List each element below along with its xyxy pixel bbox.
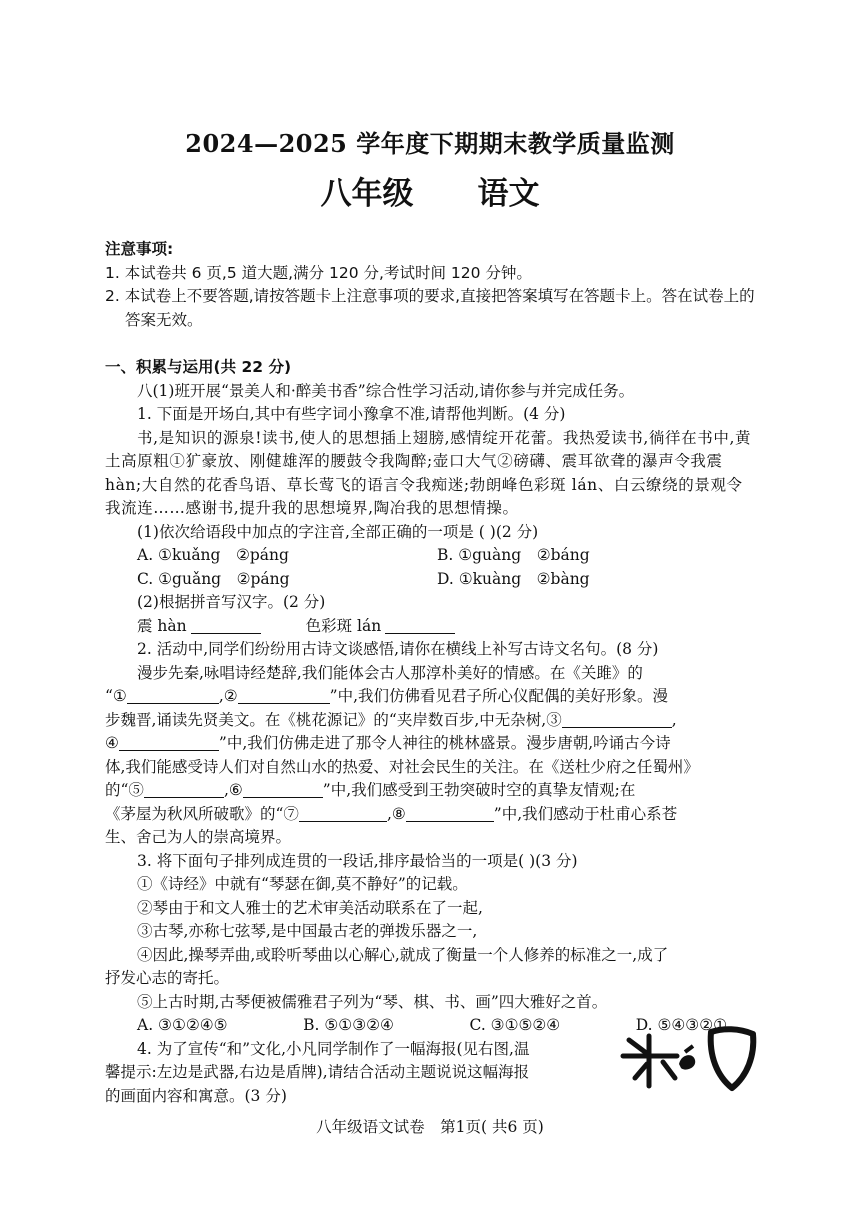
q1-option-a: A. ①kuǎng ②páng	[137, 546, 289, 564]
blank-2[interactable]	[238, 687, 330, 704]
q2-text: ,②	[218, 687, 238, 705]
q1-blank-2[interactable]	[385, 617, 455, 634]
exam-title: 2024—2025 学年度下期期末教学质量监测	[185, 129, 675, 158]
grade-subject	[0, 168, 860, 213]
q2-text: ”中,我们仿佛走进了那令人神往的桃林盛景。漫步唐朝,吟诵古今诗	[218, 734, 671, 752]
q3-option-c: C. ③①⑤②④	[469, 1016, 561, 1034]
notice	[105, 238, 757, 332]
q3-option-b: B. ⑤①③②④	[303, 1016, 394, 1034]
q2-text: ”中,我们仿佛看见君子所心仪配偶的美好形象。漫	[329, 687, 669, 705]
q4-line-2: 馨提示:左边是武器,右边是盾牌),请结合活动主题说说这幅海报	[105, 1063, 530, 1081]
section-1-intro: 八(1)班开展“景美人和·醉美书香”综合性学习活动,请你参与并完成任务。	[137, 381, 635, 400]
q1-sub2: (2)根据拼音写汉字。(2 分)	[137, 593, 326, 611]
blank-3[interactable]	[562, 711, 672, 728]
q3-stem: 3. 将下面句子排列成连贯的一段话,排序最恰当的一项是( )(3 分)	[137, 851, 578, 870]
q2-text: ,⑧	[386, 804, 406, 823]
blank-5[interactable]	[144, 781, 224, 798]
q1-option-b: B. ①guàng ②báng	[437, 546, 590, 564]
q3-sentence-5: ⑤上古时期,古琴便被儒雅君子列为“琴、棋、书、画”四大雅好之首。	[137, 992, 608, 1011]
q2-text: ,	[671, 710, 677, 729]
q1-write-row	[105, 615, 757, 639]
q1-options	[105, 544, 757, 591]
q2-line-5: 体,我们能感受诗人们对自然山水的热爱、对社会民生的关注。在《送杜少府之任蜀州》	[105, 757, 699, 776]
notice-item-2: 2. 本试卷上不要答题,请按答题卡上注意事项的要求,直接把答案填写在答题卡上。答在试卷上的答案无效。	[105, 287, 755, 329]
q2-line-7	[105, 803, 757, 827]
q2-line-1: 漫步先秦,咏唱诗经楚辞,我们能体会古人那淳朴美好的情感。在《关雎》的	[137, 663, 643, 682]
blank-6[interactable]	[243, 781, 323, 798]
blank-1[interactable]	[127, 687, 219, 704]
q3-sentence-2: ②琴由于和文人雅士的艺术审美活动联系在了一起,	[137, 898, 483, 917]
blank-8[interactable]	[406, 805, 494, 822]
q4	[105, 1038, 605, 1109]
q2-text: ”中,我们感受到王勃突破时空的真挚友情观;在	[322, 781, 636, 799]
weapon-icon	[623, 1036, 677, 1086]
character-he-mark	[679, 1046, 695, 1070]
blank-4[interactable]	[119, 734, 219, 751]
q2-text: 步魏晋,诵读先贤美文。在《桃花源记》的“夹岸数百步,中无杂树,③	[105, 710, 562, 729]
q3-sentence-4: ④因此,操琴弄曲,或聆听琴曲以心解心,就成了衡量一个人修养的标准之一,成了	[137, 945, 669, 964]
q1-stem: 1. 下面是开场白,其中有些字词小豫拿不准,请帮他判断。(4 分)	[137, 405, 566, 423]
q2-line-4	[105, 732, 757, 756]
q2-text: 《茅屋为秋风所破歌》的“⑦	[105, 804, 299, 823]
q2-stem: 2. 活动中,同学们纷纷用古诗文谈感悟,请你在横线上补写古诗文名句。(8 分)	[137, 640, 659, 658]
q3-sentence-3: ③古琴,亦称七弦琴,是中国最古老的弹拨乐器之一,	[137, 922, 478, 940]
q3-option-d: D. ⑤④③②①	[635, 1016, 727, 1034]
section-1-heading: 一、积累与运用(共 22 分)	[105, 358, 292, 376]
shield-icon	[711, 1029, 754, 1088]
q4-line-3: 的画面内容和寓意。(3 分)	[105, 1086, 287, 1105]
q2-text: ,⑥	[223, 781, 243, 799]
q2-line-8: 生、舍己为人的崇高境界。	[105, 828, 292, 846]
q3-sentence-4-cont: 抒发心志的寄托。	[105, 969, 230, 987]
notice-item-1: 1. 本试卷共 6 页,5 道大题,满分 120 分,考试时间 120 分钟。	[105, 263, 532, 282]
q1-option-d: D. ①kuàng ②bàng	[437, 569, 590, 588]
q3-sentence-1: ①《诗经》中就有“琴瑟在御,莫不静好”的记载。	[137, 875, 468, 893]
q4-line-1: 4. 为了宣传“和”文化,小凡同学制作了一幅海报(见右图,温	[137, 1039, 530, 1058]
blank-7[interactable]	[299, 805, 387, 822]
page-footer: 八年级语文试卷 第1页( 共6 页)	[316, 1118, 544, 1136]
q2-text: 的“⑤	[105, 781, 144, 799]
poster-image	[615, 1022, 765, 1094]
q2-line-2	[105, 685, 757, 709]
section-1	[105, 356, 757, 1108]
q1-passage: 书,是知识的源泉!读书,使人的思想插上翅膀,感情绽开花蕾。我热爱读书,徜徉在书中,黄土高原粗①犷豪放、刚健雄浑的腰鼓令我陶醉;壶口大气②磅礴、震耳欲聋的瀑声令我震 hàn;大自然的花香鸟语、草长莺飞的语言令我痴迷;勃朗峰色彩斑 lán、白云缭绕的景观令我流连……感谢书,提升我的思想境界,陶冶我的思想情操。	[105, 428, 752, 517]
q1-option-c: C. ①guǎng ②páng	[137, 569, 290, 588]
notice-heading: 注意事项:	[105, 240, 174, 258]
grade-label: 八年级	[320, 176, 414, 212]
q2-text: ”中,我们感动于杜甫心系苍	[493, 804, 678, 823]
q2-text: “①	[105, 687, 127, 705]
q1-write-1: 震 hàn	[137, 616, 187, 635]
q3-option-a: A. ③①②④⑤	[137, 1016, 228, 1034]
subject-label: 语文	[477, 176, 540, 212]
q1-sub1: (1)依次给语段中加点的字注音,全部正确的一项是 ( )(2 分)	[137, 522, 539, 541]
q2-text: ④	[105, 734, 119, 752]
q1-write-2: 色彩斑 lán	[305, 616, 382, 635]
q2-line-3	[105, 709, 757, 733]
q1-blank-1[interactable]	[191, 617, 261, 634]
q2-line-6	[105, 779, 757, 803]
